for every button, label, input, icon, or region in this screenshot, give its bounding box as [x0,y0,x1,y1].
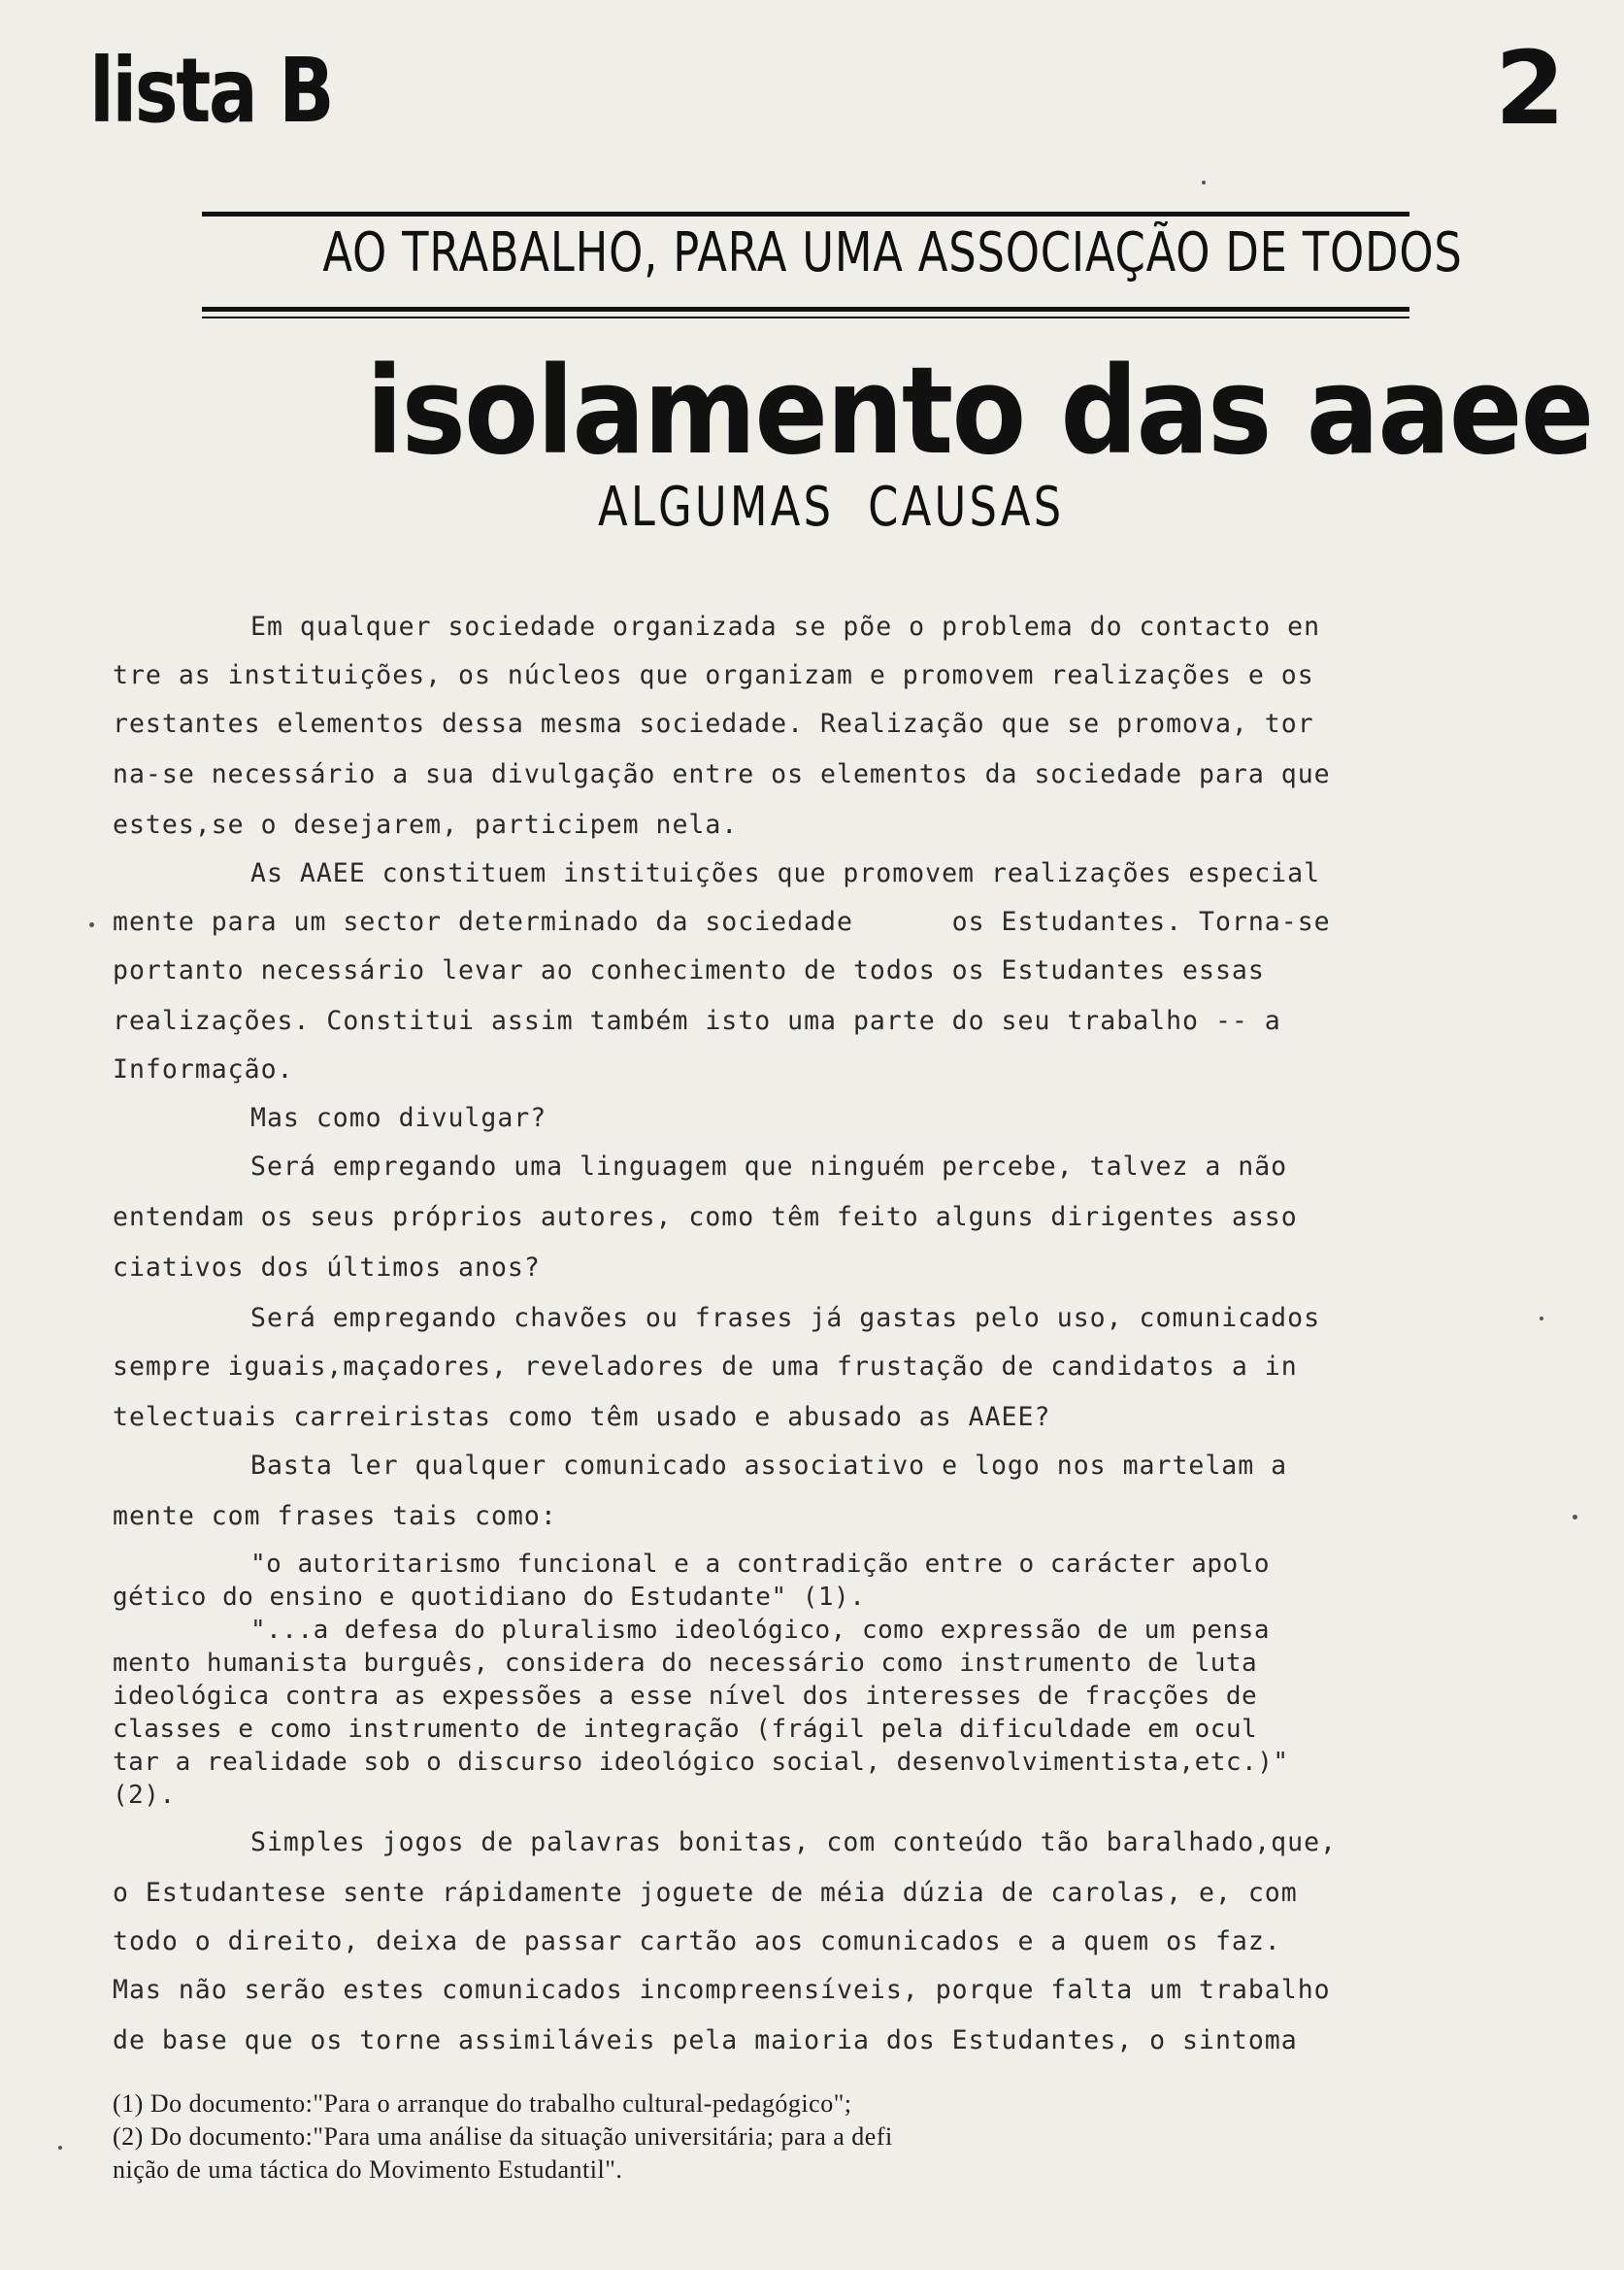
body-line: Em qualquer sociedade organizada se põe o problema do contacto en [250,612,1321,642]
article-subtitle: ALGUMAS CAUSAS [598,476,1065,539]
body-line: Será empregando uma linguagem que ninguém percebe, talvez a não [250,1152,1288,1182]
quote-line: tar a realidade sob o discurso ideológico social, desenvolvimentista,etc.)" [113,1748,1289,1777]
quote-line: classes e como instrumento de integração (frágil pela dificuldade em ocul [113,1715,1258,1744]
ink-speck [1202,181,1206,184]
footnote-1: (1) Do documento:"Para o arranque do trabalho cultural-pedagógico"; [113,2089,852,2118]
ink-speck [58,2146,62,2150]
body-line: entendam os seus próprios autores, como têm feito alguns dirigentes asso [113,1202,1298,1232]
body-line: sempre iguais,maçadores, reveladores de uma frustação de candidatos a in [113,1352,1298,1382]
quote-line: "o autoritarismo funcional e a contradição entre o carácter apolo [250,1550,1270,1579]
body-line: mente para um sector determinado da sociedade os Estudantes. Torna-se [113,907,1331,937]
quote-line: gético do ensino e quotidiano do Estudante" (1). [113,1583,866,1612]
body-line: ciativos dos últimos anos? [113,1252,541,1283]
article-title: isolamento das aaee [366,342,1593,482]
body-line: todo o direito, deixa de passar cartão aos comunicados e a quem os faz. [113,1926,1281,1956]
headline-bottom-rule-thin [202,317,1409,318]
body-line: Simples jogos de palavras bonitas, com conteúdo tão baralhado,que, [250,1827,1337,1857]
quote-line: mento humanista burguês, considera do necessário como instrumento de luta [113,1649,1258,1678]
body-line: Basta ler qualquer comunicado associativo e logo nos martelam a [250,1451,1288,1481]
body-line: estes,se o desejarem, participem nela. [113,810,739,840]
body-line: de base que os torne assimiláveis pela maioria dos Estudantes, o sintoma [113,2025,1298,2055]
footnote-2-continued: nição de uma táctica do Movimento Estudantil". [113,2155,623,2184]
body-line: realizações. Constitui assim também isto uma parte do seu trabalho -- a [113,1006,1281,1036]
footnote-2: (2) Do documento:"Para uma análise da situação universitária; para a defi [113,2122,893,2151]
headline-top-rule [202,212,1409,217]
ink-speck [1540,1317,1543,1320]
body-line: Será empregando chavões ou frases já gastas pelo uso, comunicados [250,1303,1321,1333]
body-line: na-se necessário a sua divulgação entre os elementos da sociedade para que [113,759,1331,789]
list-label: lista B [89,39,333,143]
body-line: tre as instituições, os núcleos que organizam e promovem realizações e os [113,660,1314,690]
ink-speck [89,922,94,927]
ink-speck [1573,1515,1577,1519]
body-line: telectuais carreiristas como têm usado e abusado as AAEE? [113,1402,1051,1432]
quote-line: (2). [113,1781,176,1810]
page-number: 2 [1495,29,1566,148]
body-line: As AAEE constituem instituições que promovem realizações especial [250,858,1321,888]
body-line: mente com frases tais como: [113,1501,557,1531]
body-line: portanto necessário levar ao conhecimento de todos os Estudantes essas [113,955,1265,985]
body-line: o Estudantese sente rápidamente joguete de méia dúzia de carolas, e, com [113,1878,1298,1908]
headline: AO TRABALHO, PARA UMA ASSOCIAÇÃO DE TODOS [322,221,1463,284]
body-line: Informação. [113,1054,294,1085]
body-line: restantes elementos dessa mesma sociedade. Realização que se promova, tor [113,709,1314,739]
quote-line: "...a defesa do pluralismo ideológico, como expressão de um pensa [250,1616,1270,1645]
headline-bottom-rule [202,307,1409,312]
quote-line: ideológica contra as expessões a esse nível dos interesses de fracções de [113,1682,1258,1711]
body-line: Mas como divulgar? [250,1103,547,1133]
body-line: Mas não serão estes comunicados incompreensíveis, porque falta um trabalho [113,1975,1331,2005]
